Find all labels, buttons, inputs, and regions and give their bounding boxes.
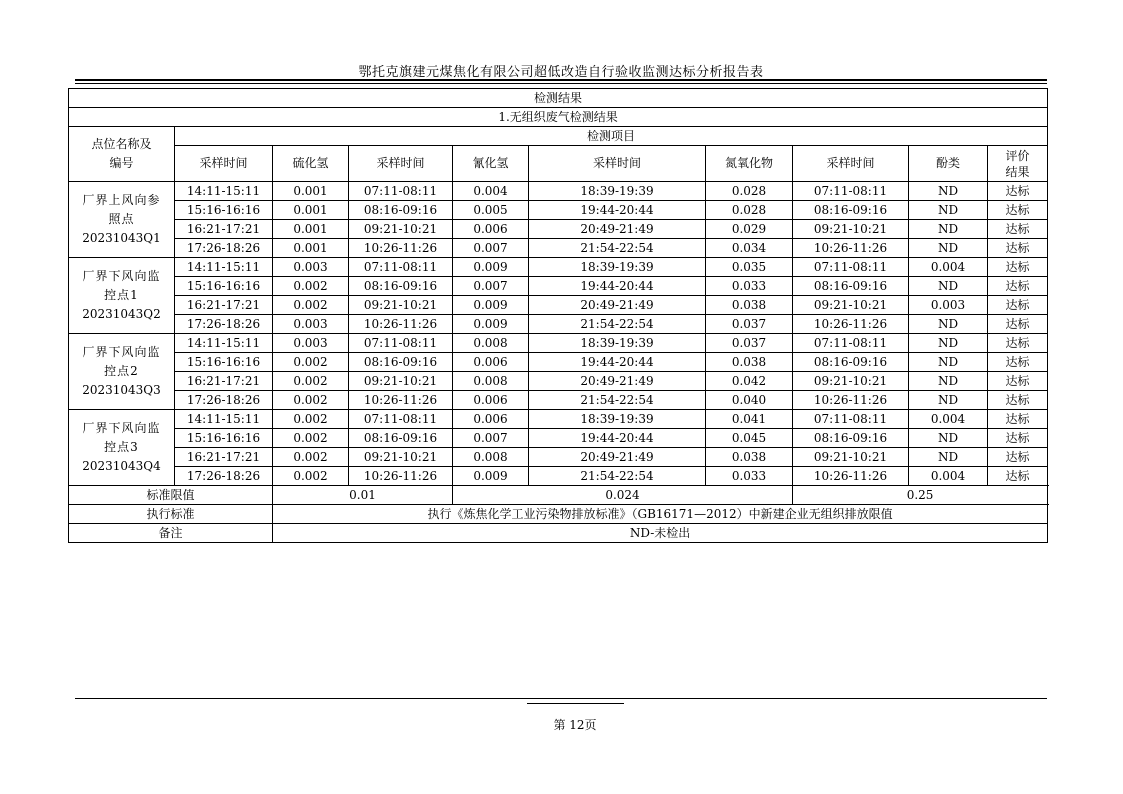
limit-value: 0.25	[793, 486, 1048, 505]
table-row	[69, 296, 1048, 315]
table-cell: 08:16-09:16	[793, 429, 909, 448]
table-cell: ND	[909, 277, 988, 296]
table-cell: 10:26-11:26	[793, 239, 909, 258]
point-name-cell	[69, 410, 175, 486]
table-cell: 07:11-08:11	[793, 334, 909, 353]
table-row	[69, 467, 1048, 486]
table-cell: ND	[909, 391, 988, 410]
table-cell: 16:21-17:21	[175, 448, 273, 467]
point-code: 20231043Q1	[82, 231, 161, 245]
table-cell: ND	[909, 315, 988, 334]
table-cell: 0.009	[453, 467, 529, 486]
table-cell: 0.042	[706, 372, 793, 391]
point-code: 20231043Q4	[82, 459, 161, 473]
table-row	[69, 353, 1048, 372]
table-cell: 09:21-10:21	[793, 296, 909, 315]
table-cell: 15:16-16:16	[175, 277, 273, 296]
table-cell: 0.008	[453, 372, 529, 391]
header-rule-thin	[75, 83, 1047, 84]
table-cell: 19:44-20:44	[529, 429, 706, 448]
table-cell: 10:26-11:26	[349, 315, 453, 334]
table-cell: 0.038	[706, 296, 793, 315]
table-cell: 0.002	[273, 467, 349, 486]
table-cell: 17:26-18:26	[175, 467, 273, 486]
table-cell: 07:11-08:11	[793, 410, 909, 429]
table-cell: 0.002	[273, 448, 349, 467]
table-cell: 08:16-09:16	[793, 353, 909, 372]
limits-label: 标准限值	[69, 486, 273, 505]
table-cell: 17:26-18:26	[175, 391, 273, 410]
limits-row	[69, 486, 1048, 505]
column-header: 采样时间	[529, 146, 706, 182]
table-cell: 10:26-11:26	[793, 315, 909, 334]
table-cell: ND	[909, 182, 988, 201]
table-cell: 0.004	[453, 182, 529, 201]
table-cell: 09:21-10:21	[793, 220, 909, 239]
table-cell: 0.006	[453, 220, 529, 239]
table-cell: 达标	[988, 353, 1048, 372]
table-cell: 18:39-19:39	[529, 258, 706, 277]
table-cell: 0.003	[909, 296, 988, 315]
table-cell: ND	[909, 429, 988, 448]
table-cell: 0.001	[273, 220, 349, 239]
table-cell: 14:11-15:11	[175, 258, 273, 277]
table-cell: 0.008	[453, 334, 529, 353]
table-cell: ND	[909, 334, 988, 353]
limit-value: 0.01	[273, 486, 453, 505]
table-cell: 0.002	[273, 353, 349, 372]
table-cell: 0.002	[273, 391, 349, 410]
table-cell: 10:26-11:26	[349, 239, 453, 258]
table-cell: 20:49-21:49	[529, 448, 706, 467]
point-name-cell	[69, 334, 175, 410]
point-code: 20231043Q2	[82, 307, 161, 321]
table-cell: 08:16-09:16	[793, 201, 909, 220]
table-cell: 0.006	[453, 410, 529, 429]
table-row	[69, 258, 1048, 277]
table-cell: 19:44-20:44	[529, 277, 706, 296]
point-name: 厂界上风向参照点	[82, 193, 161, 226]
table-cell: 0.038	[706, 448, 793, 467]
table-cell: 08:16-09:16	[349, 201, 453, 220]
table-cell: 20:49-21:49	[529, 220, 706, 239]
table-cell: 0.033	[706, 277, 793, 296]
table-cell: 09:21-10:21	[793, 448, 909, 467]
table-cell: ND	[909, 372, 988, 391]
table-cell: 0.002	[273, 372, 349, 391]
table-row	[69, 372, 1048, 391]
table-cell: 0.004	[909, 467, 988, 486]
table-cell: 0.001	[273, 239, 349, 258]
table-cell: 0.001	[273, 201, 349, 220]
table-cell: 0.040	[706, 391, 793, 410]
table-cell: 达标	[988, 296, 1048, 315]
point-name-cell	[69, 258, 175, 334]
table-cell: ND	[909, 448, 988, 467]
table-cell: 0.004	[909, 258, 988, 277]
table-cell: 18:39-19:39	[529, 334, 706, 353]
table-cell: 10:26-11:26	[793, 467, 909, 486]
table-cell: 0.045	[706, 429, 793, 448]
point-name-header: 点位名称及编号	[69, 127, 175, 182]
table-cell: 0.001	[273, 182, 349, 201]
table-cell: 10:26-11:26	[793, 391, 909, 410]
table-cell: 0.002	[273, 410, 349, 429]
table-subtitle: 1.无组织废气检测结果	[69, 108, 1048, 127]
table-row	[69, 448, 1048, 467]
table-cell: ND	[909, 353, 988, 372]
table-row	[69, 315, 1048, 334]
table-row	[69, 182, 1048, 201]
table-cell: 0.008	[453, 448, 529, 467]
table-cell: 0.037	[706, 315, 793, 334]
column-header: 评价结果	[988, 146, 1048, 182]
table-cell: 08:16-09:16	[793, 277, 909, 296]
header-rule-thick	[75, 79, 1047, 81]
table-cell: 15:16-16:16	[175, 353, 273, 372]
report-header-title: 鄂托克旗建元煤焦化有限公司超低改造自行验收监测达标分析报告表	[358, 65, 764, 80]
column-header: 采样时间	[175, 146, 273, 182]
table-cell: 07:11-08:11	[793, 182, 909, 201]
table-cell: 0.002	[273, 296, 349, 315]
limit-value: 0.024	[453, 486, 793, 505]
table-cell: 09:21-10:21	[349, 220, 453, 239]
table-cell: 18:39-19:39	[529, 410, 706, 429]
table-cell: 14:11-15:11	[175, 334, 273, 353]
column-header: 氮氧化物	[706, 146, 793, 182]
table-title: 检测结果	[69, 89, 1048, 108]
table-row	[69, 277, 1048, 296]
table-cell: 15:16-16:16	[175, 201, 273, 220]
point-name-cell	[69, 182, 175, 258]
table-cell: 0.007	[453, 429, 529, 448]
table-cell: 07:11-08:11	[349, 258, 453, 277]
remarks-row	[69, 524, 1048, 543]
table-cell: 10:26-11:26	[349, 391, 453, 410]
table-cell: 0.006	[453, 391, 529, 410]
column-header: 采样时间	[349, 146, 453, 182]
standard-value: 执行《炼焦化学工业污染物排放标准》（GB16171—2012）中新建企业无组织排放限值	[273, 505, 1048, 524]
table-cell: 09:21-10:21	[793, 372, 909, 391]
table-cell: 达标	[988, 315, 1048, 334]
table-cell: 16:21-17:21	[175, 372, 273, 391]
table-cell: 09:21-10:21	[349, 372, 453, 391]
table-cell: 07:11-08:11	[349, 182, 453, 201]
table-cell: 达标	[988, 448, 1048, 467]
table-cell: 17:26-18:26	[175, 315, 273, 334]
table-cell: 达标	[988, 467, 1048, 486]
table-cell: 07:11-08:11	[793, 258, 909, 277]
table-cell: 达标	[988, 429, 1048, 448]
table-cell: 达标	[988, 410, 1048, 429]
table-cell: 21:54-22:54	[529, 467, 706, 486]
table-cell: 20:49-21:49	[529, 296, 706, 315]
point-name: 厂界下风向监控点1	[82, 269, 161, 302]
table-cell: 10:26-11:26	[349, 467, 453, 486]
table-cell: 09:21-10:21	[349, 296, 453, 315]
footer-rule-short	[527, 703, 624, 704]
standard-label: 执行标准	[69, 505, 273, 524]
table-cell: 达标	[988, 201, 1048, 220]
point-name: 厂界下风向监控点3	[82, 421, 161, 454]
table-cell: 0.002	[273, 277, 349, 296]
table-cell: 达标	[988, 220, 1048, 239]
table-cell: 21:54-22:54	[529, 315, 706, 334]
table-cell: 0.009	[453, 296, 529, 315]
table-row	[69, 239, 1048, 258]
remarks-value: ND-未检出	[273, 524, 1048, 543]
page-number: 第 12页	[553, 718, 597, 732]
table-cell: 16:21-17:21	[175, 296, 273, 315]
table-cell: 14:11-15:11	[175, 182, 273, 201]
remarks-label: 备注	[69, 524, 273, 543]
results-table	[68, 88, 1048, 543]
table-cell: 19:44-20:44	[529, 201, 706, 220]
table-cell: 0.003	[273, 258, 349, 277]
table-row	[69, 429, 1048, 448]
table-cell: 0.041	[706, 410, 793, 429]
table-row	[69, 220, 1048, 239]
table-cell: 0.037	[706, 334, 793, 353]
table-cell: 07:11-08:11	[349, 410, 453, 429]
table-cell: 14:11-15:11	[175, 410, 273, 429]
table-cell: ND	[909, 201, 988, 220]
table-cell: 达标	[988, 334, 1048, 353]
table-cell: 0.002	[273, 429, 349, 448]
table-cell: 0.029	[706, 220, 793, 239]
table-cell: 0.009	[453, 315, 529, 334]
table-cell: 0.005	[453, 201, 529, 220]
table-cell: 21:54-22:54	[529, 391, 706, 410]
column-header: 采样时间	[793, 146, 909, 182]
table-title-row	[69, 89, 1048, 108]
standard-row	[69, 505, 1048, 524]
table-cell: 0.009	[453, 258, 529, 277]
table-cell: 15:16-16:16	[175, 429, 273, 448]
table-cell: 20:49-21:49	[529, 372, 706, 391]
table-cell: 达标	[988, 277, 1048, 296]
table-row	[69, 410, 1048, 429]
table-cell: 21:54-22:54	[529, 239, 706, 258]
table-cell: 0.007	[453, 239, 529, 258]
table-cell: 08:16-09:16	[349, 429, 453, 448]
footer-rule	[75, 698, 1047, 699]
header-row-2	[69, 146, 1048, 182]
point-name: 厂界下风向监控点2	[82, 345, 161, 378]
table-cell: 达标	[988, 258, 1048, 277]
column-header: 氰化氢	[453, 146, 529, 182]
table-cell: 19:44-20:44	[529, 353, 706, 372]
header-row-1	[69, 127, 1048, 146]
table-cell: 0.003	[273, 315, 349, 334]
table-cell: 08:16-09:16	[349, 277, 453, 296]
column-header: 硫化氢	[273, 146, 349, 182]
table-row	[69, 391, 1048, 410]
table-cell: 07:11-08:11	[349, 334, 453, 353]
table-cell: 0.028	[706, 201, 793, 220]
table-row	[69, 201, 1048, 220]
table-cell: 0.007	[453, 277, 529, 296]
point-code: 20231043Q3	[82, 383, 161, 397]
table-cell: 0.035	[706, 258, 793, 277]
table-cell: 0.034	[706, 239, 793, 258]
table-row	[69, 334, 1048, 353]
table-cell: 0.028	[706, 182, 793, 201]
test-items-header: 检测项目	[175, 127, 1048, 146]
table-cell: 0.004	[909, 410, 988, 429]
column-header: 酚类	[909, 146, 988, 182]
table-cell: 达标	[988, 372, 1048, 391]
table-cell: 0.006	[453, 353, 529, 372]
table-cell: 09:21-10:21	[349, 448, 453, 467]
table-cell: 16:21-17:21	[175, 220, 273, 239]
table-cell: 达标	[988, 182, 1048, 201]
table-cell: 08:16-09:16	[349, 353, 453, 372]
table-cell: 17:26-18:26	[175, 239, 273, 258]
table-cell: 达标	[988, 391, 1048, 410]
table-cell: 达标	[988, 239, 1048, 258]
table-cell: 18:39-19:39	[529, 182, 706, 201]
table-cell: 0.033	[706, 467, 793, 486]
table-subtitle-row	[69, 108, 1048, 127]
table-cell: ND	[909, 239, 988, 258]
table-cell: 0.003	[273, 334, 349, 353]
table-cell: ND	[909, 220, 988, 239]
table-cell: 0.038	[706, 353, 793, 372]
